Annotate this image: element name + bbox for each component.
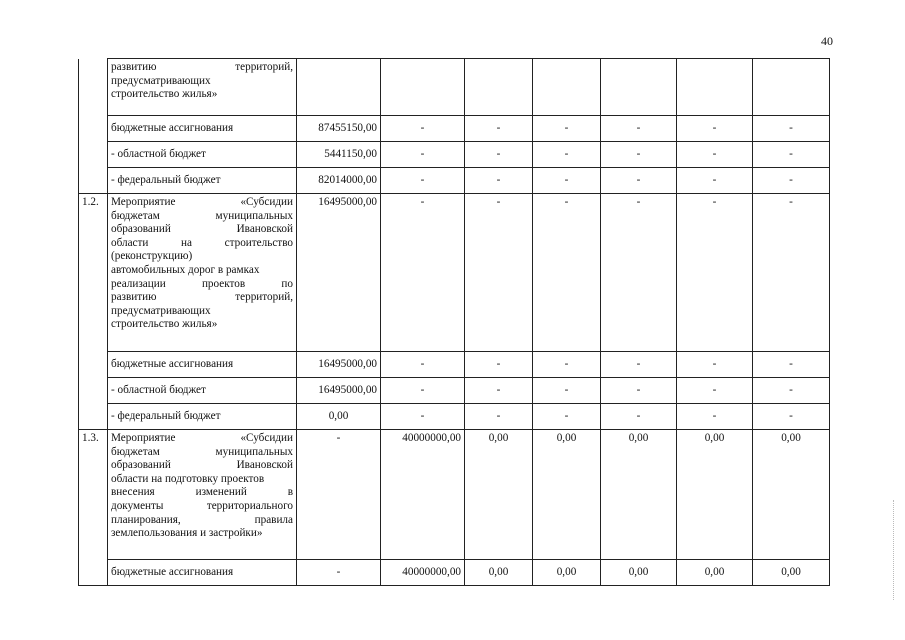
row-number-cell <box>79 352 108 378</box>
value-cell: - <box>465 116 533 142</box>
budget-table <box>78 58 830 586</box>
value-cell: - <box>601 116 677 142</box>
value-cell: - <box>677 404 753 430</box>
name-line: землепользования и застройки» <box>111 527 263 540</box>
measure-name-cell: - федеральный бюджет <box>108 404 297 430</box>
table-row <box>79 168 830 194</box>
value-cell: 0,00 <box>297 404 381 430</box>
value-cell: 40000000,00 <box>381 560 465 586</box>
row-number-cell <box>79 378 108 404</box>
row-number-cell <box>79 59 108 116</box>
table-row <box>79 116 830 142</box>
value-cell: 0,00 <box>601 430 677 560</box>
measure-name-cell: - федеральный бюджет <box>108 168 297 194</box>
value-cell: - <box>753 352 830 378</box>
value-cell: - <box>297 430 381 560</box>
table-row <box>79 378 830 404</box>
name-line: области на подготовку проектов <box>111 472 265 485</box>
name-line: строительство жилья» <box>111 318 218 331</box>
value-cell: - <box>465 168 533 194</box>
value-cell: 0,00 <box>533 560 601 586</box>
value-cell: - <box>601 168 677 194</box>
value-cell: - <box>677 116 753 142</box>
table-row <box>79 142 830 168</box>
value-cell: 0,00 <box>677 430 753 560</box>
value-cell: 87455150,00 <box>297 116 381 142</box>
table-row <box>79 194 830 352</box>
value-cell: - <box>753 404 830 430</box>
name-line: предусматривающих <box>111 74 211 87</box>
name-line: внесения изменений в <box>111 486 293 499</box>
row-number-cell: 1.3. <box>79 430 108 560</box>
measure-name-cell: бюджетные ассигнования <box>108 116 297 142</box>
name-line: автомобильных дорог в рамках <box>111 263 260 276</box>
value-cell: - <box>533 142 601 168</box>
value-cell: - <box>381 194 465 352</box>
value-cell: - <box>753 116 830 142</box>
measure-name-cell: бюджетные ассигнования <box>108 352 297 378</box>
value-cell <box>533 59 601 116</box>
value-cell: - <box>753 142 830 168</box>
value-cell: - <box>601 352 677 378</box>
name-line: бюджетам муниципальных <box>111 445 293 458</box>
value-cell: - <box>533 378 601 404</box>
value-cell: 82014000,00 <box>297 168 381 194</box>
value-cell <box>297 59 381 116</box>
value-cell: - <box>601 194 677 352</box>
name-line: развитию территорий, <box>111 61 293 73</box>
name-line: планирования, правила <box>111 513 293 526</box>
measure-name-cell <box>108 59 297 116</box>
name-line: реализации проектов по <box>111 277 293 290</box>
row-number-cell <box>79 560 108 586</box>
measure-name-cell <box>108 430 297 560</box>
value-cell: - <box>601 142 677 168</box>
table-row <box>79 59 830 116</box>
value-cell <box>677 59 753 116</box>
value-cell: - <box>381 378 465 404</box>
value-cell: - <box>297 560 381 586</box>
value-cell: - <box>465 404 533 430</box>
measure-name-cell: - областной бюджет <box>108 378 297 404</box>
table-row <box>79 560 830 586</box>
value-cell: 40000000,00 <box>381 430 465 560</box>
value-cell: - <box>533 352 601 378</box>
name-line: образований Ивановской <box>111 223 293 236</box>
name-line: образований Ивановской <box>111 459 293 472</box>
value-cell: 5441150,00 <box>297 142 381 168</box>
scan-margin-mark <box>893 500 897 600</box>
value-cell: 0,00 <box>753 430 830 560</box>
measure-name-cell: - областной бюджет <box>108 142 297 168</box>
value-cell: - <box>677 352 753 378</box>
value-cell: - <box>381 116 465 142</box>
value-cell: - <box>677 378 753 404</box>
value-cell: - <box>465 194 533 352</box>
row-number-cell: 1.2. <box>79 194 108 352</box>
value-cell: - <box>381 352 465 378</box>
value-cell: - <box>465 378 533 404</box>
value-cell: - <box>677 194 753 352</box>
measure-name-cell <box>108 194 297 352</box>
row-number-cell <box>79 404 108 430</box>
name-line: документы территориального <box>111 499 293 512</box>
value-cell: 16495000,00 <box>297 194 381 352</box>
value-cell: 0,00 <box>601 560 677 586</box>
name-line: развитию территорий, <box>111 291 293 304</box>
value-cell <box>601 59 677 116</box>
value-cell <box>381 59 465 116</box>
page-number: 40 <box>821 34 833 48</box>
value-cell: - <box>753 168 830 194</box>
row-number-cell <box>79 116 108 142</box>
value-cell: - <box>533 194 601 352</box>
row-number-cell <box>79 142 108 168</box>
value-cell: 0,00 <box>753 560 830 586</box>
value-cell <box>465 59 533 116</box>
name-line: (реконструкцию) <box>111 250 193 263</box>
value-cell: 0,00 <box>533 430 601 560</box>
table-row <box>79 352 830 378</box>
value-cell: - <box>533 116 601 142</box>
value-cell <box>753 59 830 116</box>
value-cell: 16495000,00 <box>297 352 381 378</box>
table-row <box>79 404 830 430</box>
name-line: Мероприятие «Субсидии <box>111 432 293 444</box>
value-cell: - <box>601 378 677 404</box>
value-cell: - <box>381 404 465 430</box>
value-cell: - <box>533 404 601 430</box>
name-line: строительство жилья» <box>111 88 218 101</box>
name-line: бюджетам муниципальных <box>111 209 293 222</box>
value-cell: 16495000,00 <box>297 378 381 404</box>
value-cell: - <box>533 168 601 194</box>
name-line: предусматривающих <box>111 304 211 317</box>
value-cell: 0,00 <box>677 560 753 586</box>
value-cell: - <box>381 142 465 168</box>
value-cell: 0,00 <box>465 560 533 586</box>
value-cell: - <box>677 168 753 194</box>
value-cell: 0,00 <box>465 430 533 560</box>
name-line: области на строительство <box>111 236 293 249</box>
measure-name-cell: бюджетные ассигнования <box>108 560 297 586</box>
name-line: Мероприятие «Субсидии <box>111 196 293 208</box>
value-cell: - <box>465 352 533 378</box>
value-cell: - <box>677 142 753 168</box>
value-cell: - <box>753 378 830 404</box>
table-row <box>79 430 830 560</box>
value-cell: - <box>465 142 533 168</box>
row-number-cell <box>79 168 108 194</box>
value-cell: - <box>381 168 465 194</box>
value-cell: - <box>601 404 677 430</box>
value-cell: - <box>753 194 830 352</box>
